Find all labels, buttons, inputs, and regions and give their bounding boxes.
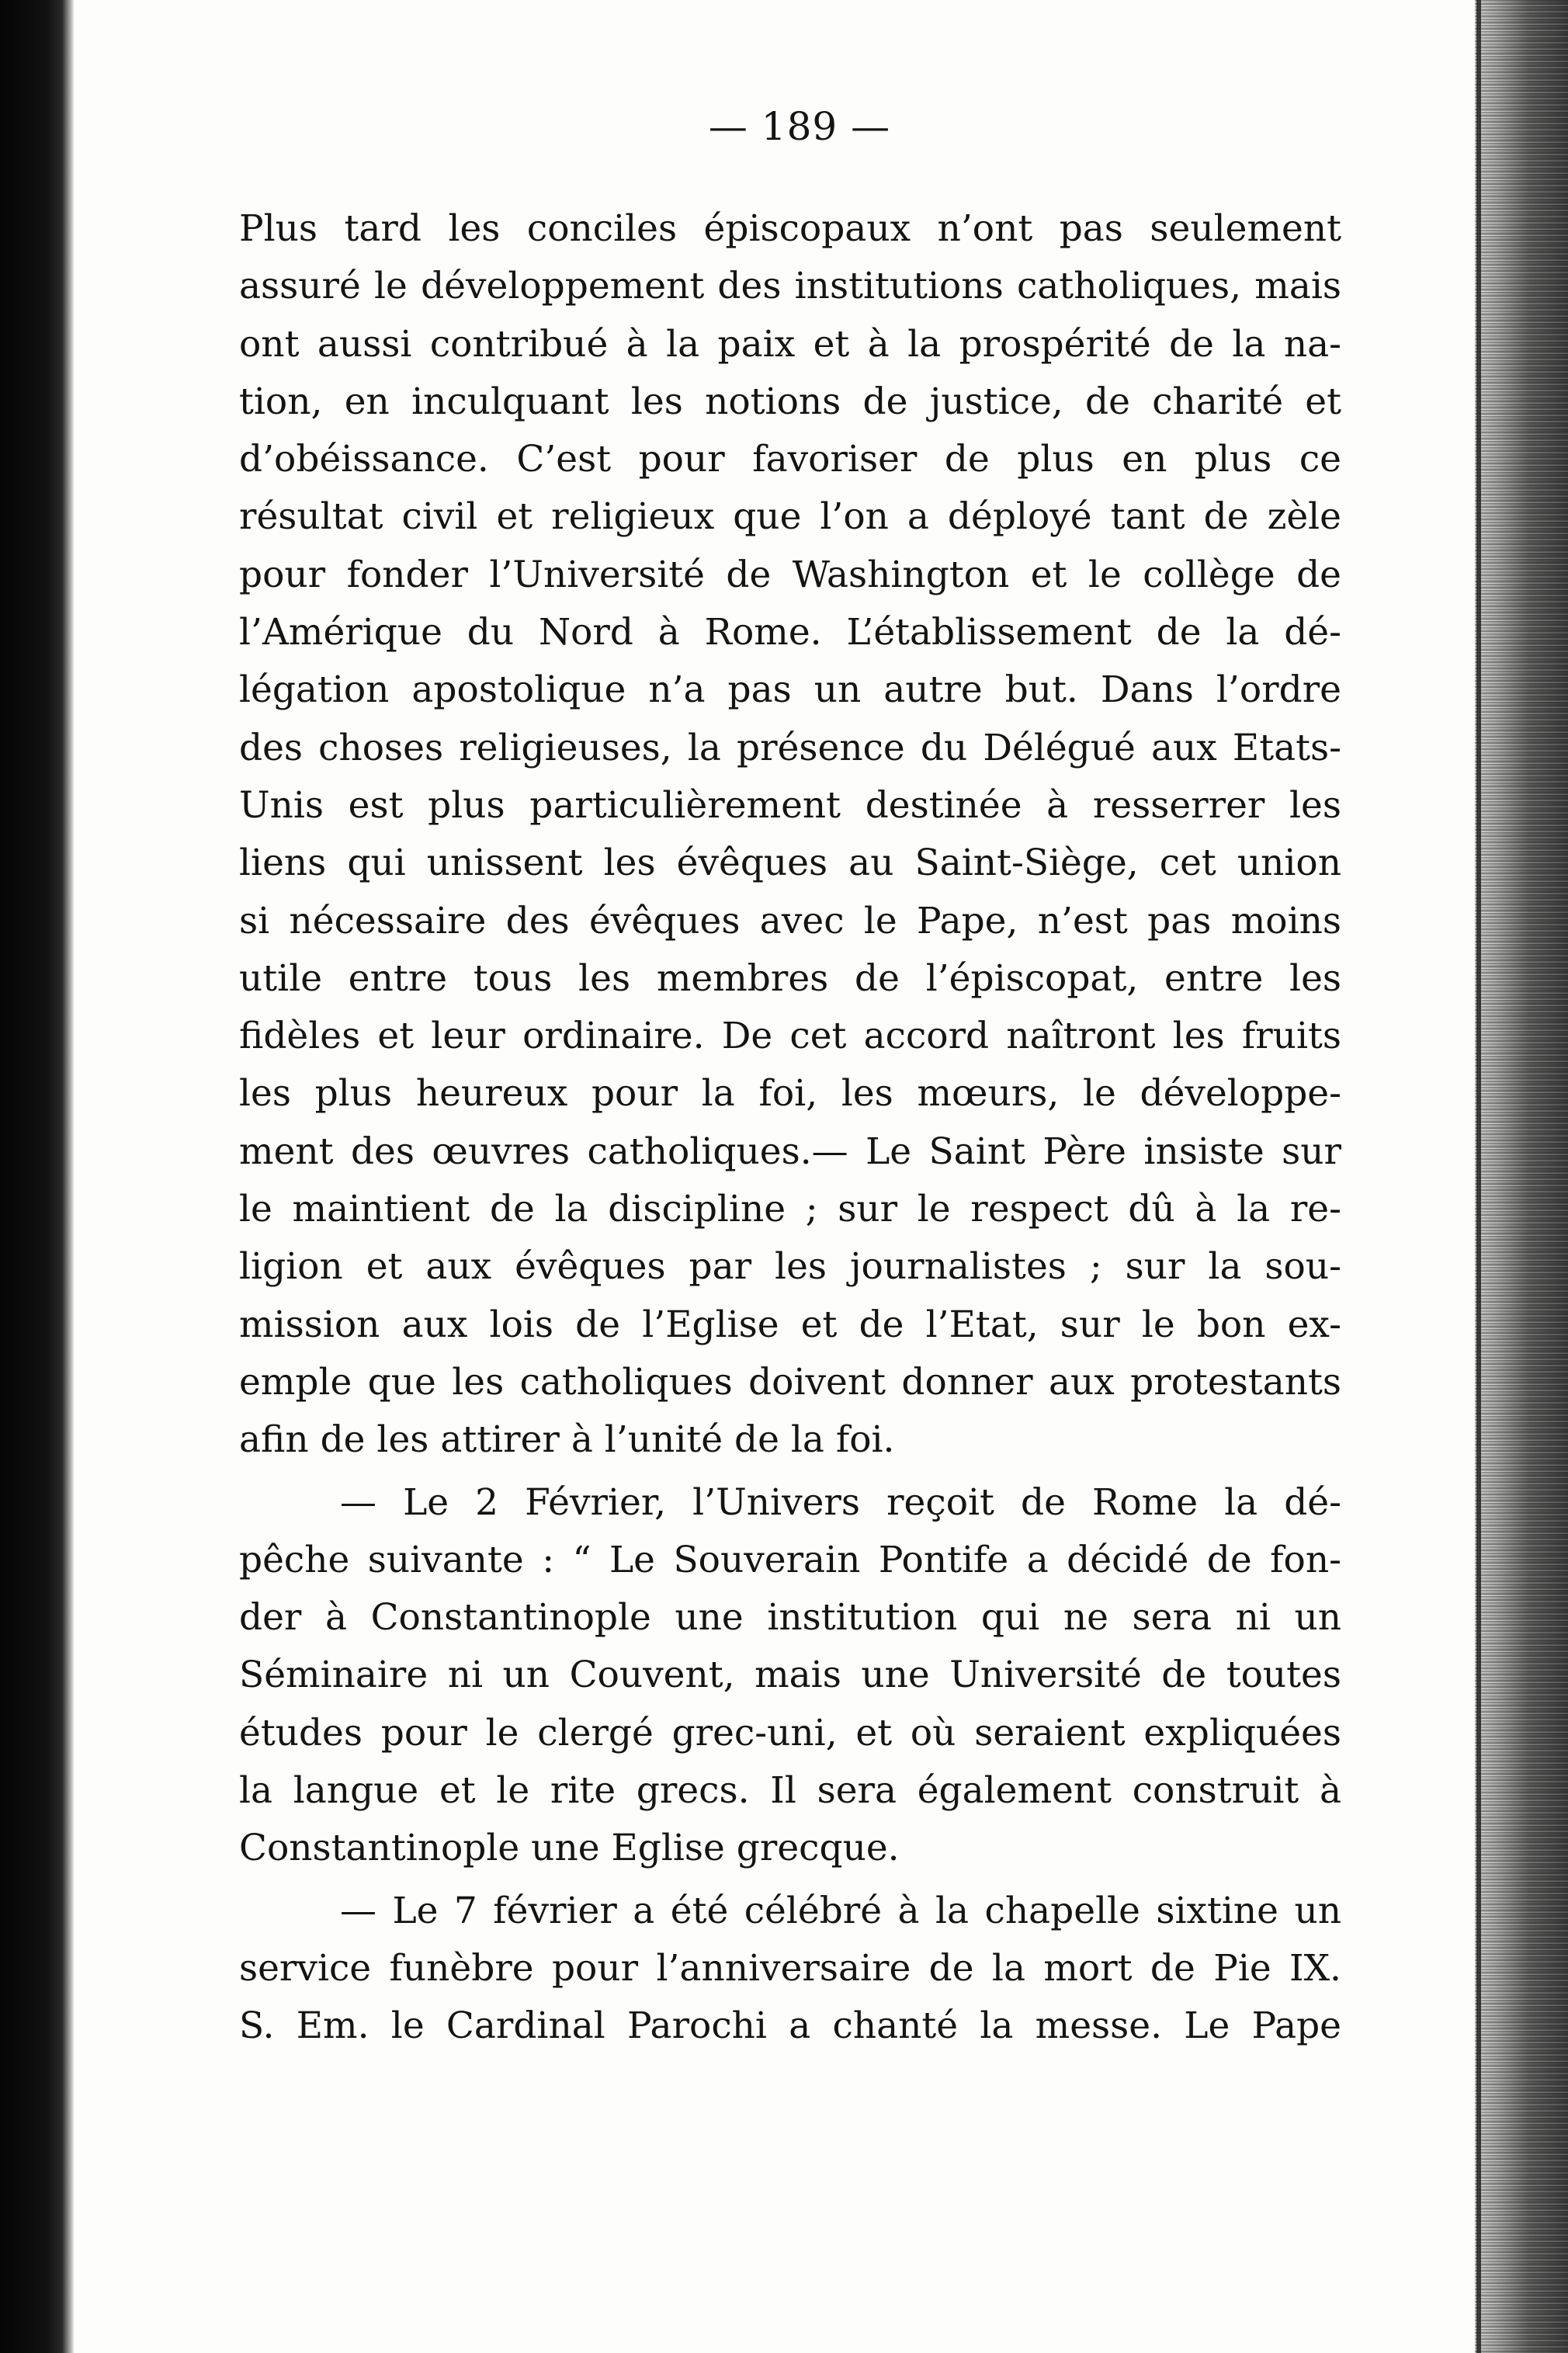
text-line: — Le 7 février a été célébré à la chapelle sixtine un	[340, 1889, 1341, 1932]
book-binding-shadow	[0, 0, 75, 2353]
text-line: Constantinople une Eglise grecque.	[239, 1827, 900, 1870]
text-line: liens qui unissent les évêques au Saint-Siège, cet union	[239, 842, 1341, 885]
paragraph	[239, 1474, 1341, 1878]
text-line: Séminaire ni un Couvent, mais une Université de toutes	[239, 1654, 1341, 1697]
text-line: pêche suivante : “ Le Souverain Pontife a décidé de fon-	[239, 1538, 1341, 1581]
text-line: S. Em. le Cardinal Parochi a chanté la messe. Le Pape	[239, 2004, 1341, 2048]
body-text	[239, 200, 1341, 2056]
text-line: Plus tard les conciles épiscopaux n’ont pas seulement	[239, 207, 1341, 250]
page-edge-noise	[1475, 0, 1568, 2353]
text-line: ont aussi contribué à la paix et à la prospérité de la na-	[239, 322, 1341, 366]
text-line: le maintient de la discipline ; sur le respect dû à la re-	[239, 1188, 1341, 1231]
text-line: Unis est plus particulièrement destinée à resserrer les	[239, 783, 1341, 827]
text-line: pour fonder l’Université de Washington et le collège de	[239, 553, 1341, 596]
text-line: utile entre tous les membres de l’épiscopat, entre les	[239, 956, 1341, 1000]
text-line: ment des œuvres catholiques.— Le Saint Père insiste sur	[239, 1130, 1341, 1173]
text-line: si nécessaire des évêques avec le Pape, n’est pas moins	[239, 899, 1341, 942]
text-line: emple que les catholiques doivent donner aux protestants	[239, 1360, 1341, 1404]
text-line: ligion et aux évêques par les journalistes ; sur la sou-	[239, 1245, 1341, 1289]
page-edge-line	[1476, 0, 1481, 2353]
text-line: assuré le développement des institutions catholiques, mais	[239, 265, 1341, 308]
paragraph	[239, 1883, 1341, 2056]
text-line: les plus heureux pour la foi, les mœurs, le développe-	[239, 1072, 1341, 1116]
text-line: der à Constantinople une institution qui ne sera ni un	[239, 1596, 1341, 1640]
page-number: — 189 —	[708, 104, 891, 149]
text-line: tion, en inculquant les notions de justice, de charité et	[239, 380, 1341, 423]
text-line: des choses religieuses, la présence du Délégué aux Etats-	[239, 726, 1341, 769]
paragraph	[239, 200, 1341, 1470]
text-line: d’obéissance. C’est pour favoriser de plus en plus ce	[239, 438, 1341, 481]
text-line: études pour le clergé grec-uni, et où seraient expliquées	[239, 1711, 1341, 1754]
text-line: fidèles et leur ordinaire. De cet accord naîtront les fruits	[239, 1015, 1341, 1058]
text-line: l’Amérique du Nord à Rome. L’établissement de la dé-	[239, 611, 1341, 654]
text-line: service funèbre pour l’anniversaire de la mort de Pie IX.	[239, 1946, 1341, 1990]
text-line: mission aux lois de l’Eglise et de l’Etat, sur le bon ex-	[239, 1303, 1341, 1346]
text-line: afin de les attirer à l’unité de la foi.	[239, 1418, 895, 1462]
text-line: — Le 2 Février, l’Univers reçoit de Rome la dé-	[340, 1480, 1341, 1524]
text-line: légation apostolique n’a pas un autre but. Dans l’ordre	[239, 668, 1341, 712]
text-line: résultat civil et religieux que l’on a déployé tant de zèle	[239, 495, 1341, 539]
text-line: la langue et le rite grecs. Il sera également construit à	[239, 1769, 1341, 1813]
